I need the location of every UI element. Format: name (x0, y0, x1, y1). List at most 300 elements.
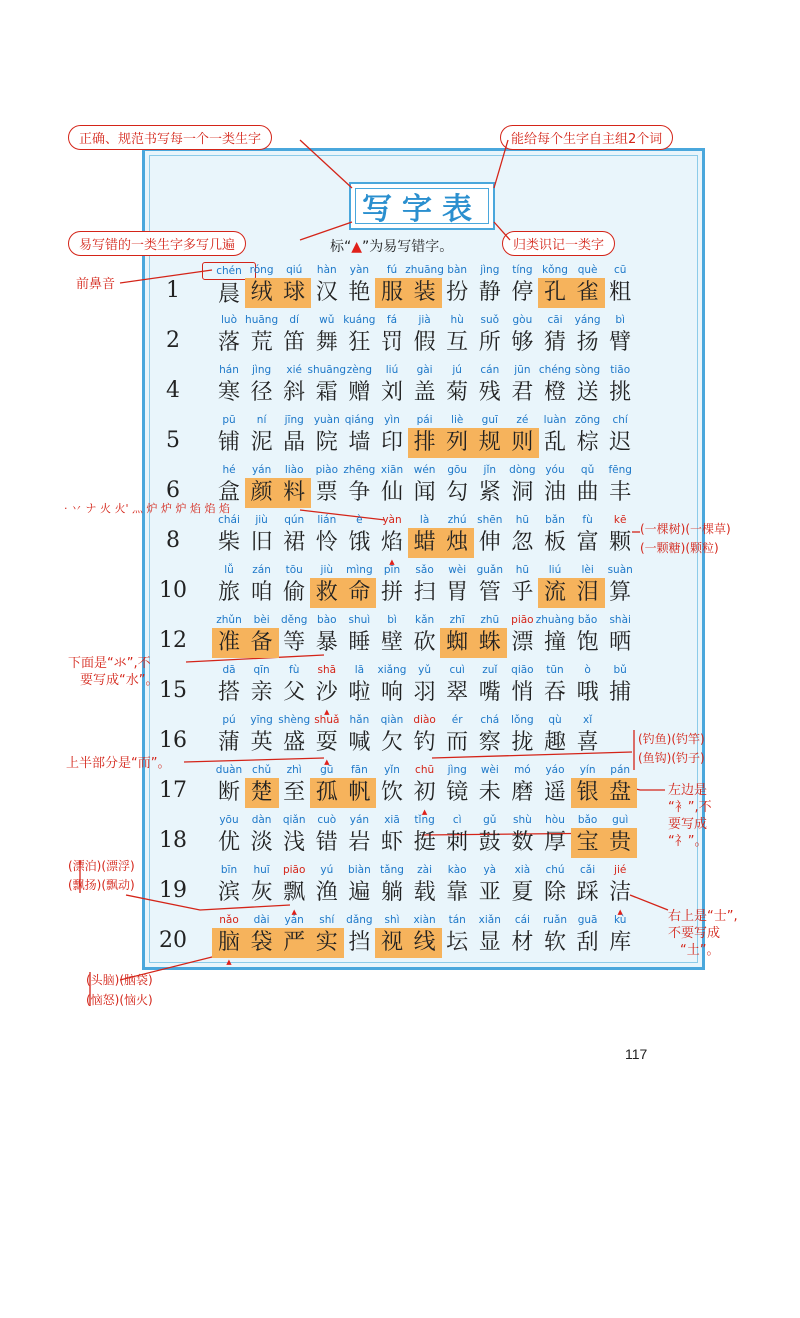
pinyin: biàn (348, 864, 371, 876)
pinyin: chǔ (252, 764, 272, 776)
pinyin: mìng (346, 564, 373, 576)
pinyin: zhú (447, 514, 467, 526)
hanzi: 泪 (571, 578, 605, 608)
hanzi: 烛 (440, 528, 474, 558)
hanzi: 撞 (543, 630, 566, 655)
hanzi: 飘 (283, 880, 306, 905)
pinyin: yìn (384, 414, 400, 426)
character-cell (603, 262, 637, 308)
hanzi: 欠 (380, 730, 403, 755)
pinyin: hù (450, 314, 464, 326)
hanzi (603, 728, 637, 758)
hanzi: 楚 (245, 778, 279, 808)
hanzi: 颗 (609, 530, 632, 555)
pinyin: bǎo (577, 814, 598, 826)
page-number: 117 (625, 1046, 648, 1062)
hanzi: 父 (283, 680, 306, 705)
hanzi: 躺 (380, 880, 403, 905)
hanzi: 则 (505, 428, 539, 458)
hanzi: 救 (310, 578, 344, 608)
pinyin: kǎn (415, 614, 435, 626)
hanzi: 袋 (245, 928, 279, 958)
lesson-number: 1 (166, 278, 180, 303)
annotation-piao-2: (飘扬)(飘动) (68, 878, 135, 892)
annotation-piao-1: (漂泊)(漂浮) (68, 859, 135, 873)
pinyin: qǔ (580, 464, 595, 476)
character-cell (603, 312, 637, 358)
pinyin: hū (515, 514, 530, 526)
pinyin: yín (579, 764, 596, 776)
hanzi: 视 (375, 928, 409, 958)
hanzi: 送 (576, 380, 599, 405)
lesson-number: 18 (159, 828, 187, 853)
hanzi: 寒 (217, 380, 240, 405)
annotation-shui-2: 要写成“水”。 (80, 673, 159, 688)
hanzi: 雀 (571, 278, 605, 308)
lesson-number: 5 (166, 428, 180, 453)
table-row (155, 862, 635, 916)
hanzi: 落 (217, 330, 240, 355)
pinyin: zài (417, 864, 433, 876)
pinyin: chí (612, 414, 628, 426)
warning-triangle-icon: ▲ (324, 758, 330, 766)
hanzi: 霜 (315, 380, 338, 405)
pinyin: luò (221, 314, 237, 326)
pinyin: hàn (316, 264, 337, 276)
pinyin: gǔ (483, 814, 497, 826)
pinyin: lā (354, 664, 365, 676)
hanzi: 浅 (283, 830, 306, 855)
hanzi: 猜 (543, 330, 566, 355)
pinyin: shā (317, 664, 337, 676)
hanzi: 富 (576, 530, 599, 555)
pinyin: liè (451, 414, 464, 426)
hanzi: 磨 (511, 780, 534, 805)
pinyin: chū (415, 764, 435, 776)
pinyin: zèng (346, 364, 373, 376)
hanzi: 艳 (348, 280, 371, 305)
pinyin: guì (612, 814, 629, 826)
pinyin: wèi (480, 764, 499, 776)
hanzi: 汉 (315, 280, 338, 305)
pinyin: qiǎn (282, 814, 306, 826)
lesson-number: 6 (166, 478, 180, 503)
pinyin: shuāng (307, 364, 347, 376)
hanzi: 洁 (609, 880, 632, 905)
annotation-jie-1: 右上是“士”, (668, 909, 738, 924)
hanzi: 钓 (413, 730, 436, 755)
pinyin: guǎn (476, 564, 503, 576)
pinyin: cāi (547, 314, 563, 326)
table-row (155, 612, 635, 662)
pinyin: dài (253, 914, 270, 926)
pinyin: zhēng (343, 464, 376, 476)
hanzi: 互 (446, 330, 469, 355)
hanzi: 刮 (576, 930, 599, 955)
hanzi: 壁 (380, 630, 403, 655)
hanzi: 备 (245, 628, 279, 658)
lesson-number: 17 (159, 778, 187, 803)
pinyin: bīn (220, 864, 238, 876)
hanzi: 残 (478, 380, 501, 405)
hanzi: 菊 (446, 380, 469, 405)
hanzi: 实 (310, 928, 344, 958)
hanzi: 夏 (511, 880, 534, 905)
annotation-shui-1: 下面是“氺”,不 (68, 656, 151, 671)
hanzi: 仙 (380, 480, 403, 505)
hanzi: 挡 (348, 930, 371, 955)
hanzi: 乎 (511, 580, 534, 605)
pinyin: liú (385, 364, 399, 376)
pinyin: è (356, 514, 363, 526)
hanzi: 服 (375, 278, 409, 308)
hanzi: 胃 (446, 580, 469, 605)
hanzi: 晒 (609, 630, 632, 655)
pinyin: hòu (545, 814, 565, 826)
line-top-right (494, 140, 508, 188)
pinyin: zhū (480, 614, 500, 626)
hanzi: 盛 (283, 730, 306, 755)
pinyin: shēn (477, 514, 503, 526)
hanzi: 数 (511, 830, 534, 855)
pinyin: bàn (447, 264, 468, 276)
pinyin: gài (416, 364, 433, 376)
pinyin: qiàn (380, 714, 404, 726)
pinyin: luàn (543, 414, 567, 426)
pinyin: shài (609, 614, 631, 626)
hanzi: 断 (217, 780, 240, 805)
hanzi: 软 (543, 930, 566, 955)
pinyin: gòu (512, 314, 533, 326)
hanzi: 焰 (380, 530, 403, 555)
hanzi: 线 (408, 928, 442, 958)
hanzi: 蒲 (217, 730, 240, 755)
hanzi: 争 (348, 480, 371, 505)
hanzi: 睡 (348, 630, 371, 655)
pinyin: zhī (449, 614, 465, 626)
pinyin: dǎng (346, 914, 373, 926)
hanzi: 裙 (283, 530, 306, 555)
hanzi: 踩 (576, 880, 599, 905)
hanzi: 亲 (250, 680, 273, 705)
hanzi: 沙 (315, 680, 338, 705)
table-row (155, 562, 635, 612)
pinyin: qiú (286, 264, 303, 276)
hanzi: 假 (413, 330, 436, 355)
lesson-number: 15 (159, 678, 187, 703)
hanzi: 停 (511, 280, 534, 305)
hanzi: 暴 (315, 630, 338, 655)
pinyin: chéng (538, 364, 572, 376)
hanzi: 羽 (413, 680, 436, 705)
pinyin: kǒng (542, 264, 568, 276)
hanzi: 盘 (603, 778, 637, 808)
line-mid-left (300, 222, 352, 240)
hanzi: 罚 (380, 330, 403, 355)
table-row (155, 912, 635, 966)
pinyin: tán (448, 914, 466, 926)
hanzi: 除 (543, 880, 566, 905)
pinyin: ér (451, 714, 463, 726)
hanzi: 闻 (413, 480, 436, 505)
hanzi: 装 (408, 278, 442, 308)
pinyin: gōu (447, 464, 468, 476)
pinyin: róng (249, 264, 274, 276)
legend-prefix: 标“ (330, 239, 352, 255)
pinyin: shí (319, 914, 335, 926)
hanzi: 饱 (576, 630, 599, 655)
annotation-qianbiyin: 前鼻音 (76, 277, 116, 292)
pinyin: jūn (514, 364, 531, 376)
hanzi: 斜 (283, 380, 306, 405)
hanzi: 晨 (217, 282, 240, 307)
lesson-number: 2 (166, 328, 180, 353)
pinyin: qīn (253, 664, 270, 676)
hanzi: 趣 (543, 730, 566, 755)
hanzi: 等 (283, 630, 306, 655)
hanzi: 贵 (603, 828, 637, 858)
hanzi: 淡 (250, 830, 273, 855)
pinyin: yōu (219, 814, 239, 826)
hanzi: 板 (543, 530, 566, 555)
pinyin: jìng (252, 364, 272, 376)
pinyin: kuáng (343, 314, 376, 326)
pinyin: mó (514, 764, 531, 776)
pinyin: ruǎn (542, 914, 568, 926)
pinyin: shì (384, 914, 400, 926)
pinyin: bǎn (545, 514, 565, 526)
hanzi: 啦 (348, 680, 371, 705)
pinyin: tǐng (414, 814, 435, 826)
hanzi: 赠 (348, 380, 371, 405)
pinyin: yóu (545, 464, 565, 476)
pinyin: chái (218, 514, 240, 526)
annotation-er: 上半部分是“而”。 (66, 756, 171, 771)
pinyin: kù (613, 914, 627, 926)
table-row (155, 262, 635, 312)
hanzi: 勾 (446, 480, 469, 505)
hanzi: 喜 (576, 730, 599, 755)
pinyin: chén (202, 262, 256, 280)
hanzi: 规 (473, 428, 507, 458)
pinyin: dí (289, 314, 299, 326)
pinyin: yáo (545, 764, 565, 776)
hanzi: 厚 (543, 830, 566, 855)
pinyin: huī (253, 864, 270, 876)
hanzi: 库 (609, 930, 632, 955)
warning-triangle-icon: ▲ (226, 958, 232, 966)
hanzi: 排 (408, 428, 442, 458)
pinyin: bào (317, 614, 337, 626)
lesson-number: 16 (159, 728, 187, 753)
lesson-number: 19 (159, 878, 187, 903)
hanzi: 初 (413, 780, 436, 805)
annotation-diao-1: (钓鱼)(钓竿) (638, 732, 705, 746)
pinyin: yǔ (418, 664, 432, 676)
table-row (155, 412, 635, 462)
table-row (155, 462, 635, 512)
warning-triangle-icon: ▲ (291, 908, 297, 916)
pinyin: pán (610, 764, 631, 776)
pinyin: zhuàng (535, 614, 575, 626)
pinyin: xǐ (583, 714, 593, 726)
line-mid-right (494, 222, 510, 240)
pinyin: guā (577, 914, 598, 926)
pinyin: shuì (348, 614, 371, 626)
pinyin: bèi (253, 614, 270, 626)
hanzi: 静 (478, 280, 501, 305)
table-row (155, 662, 635, 716)
pinyin: dàn (251, 814, 272, 826)
pinyin: pú (222, 714, 236, 726)
hanzi: 岩 (348, 830, 371, 855)
pinyin: wén (413, 464, 436, 476)
hanzi: 准 (212, 628, 246, 658)
pinyin: tǎng (380, 864, 404, 876)
pinyin: xià (514, 864, 531, 876)
hanzi: 察 (478, 730, 501, 755)
annotation-yi-3: 要写成 (668, 817, 708, 832)
annotation-jie-3: “土”。 (680, 943, 720, 958)
character-cell (603, 612, 637, 658)
pinyin: pīn (383, 564, 401, 576)
pinyin: cán (480, 364, 500, 376)
annotation-yi-4: “礻”。 (668, 834, 708, 849)
pinyin: wǔ (319, 314, 335, 326)
warning-triangle-icon: ▲ (351, 239, 363, 255)
character-cell (603, 912, 637, 958)
pinyin: suǒ (480, 314, 500, 326)
hanzi: 拢 (511, 730, 534, 755)
pinyin: xié (286, 364, 302, 376)
pinyin: gū (320, 764, 334, 776)
hanzi: 所 (478, 330, 501, 355)
pinyin: lèi (581, 564, 594, 576)
pinyin: bì (615, 314, 625, 326)
table-row (155, 762, 635, 816)
pinyin: diào (413, 714, 436, 726)
character-cell (603, 762, 637, 808)
pinyin: tiāo (610, 364, 631, 376)
pinyin: qiáng (344, 414, 375, 426)
pinyin: sǎo (415, 564, 434, 576)
line-top-left (300, 140, 352, 188)
pinyin: qù (548, 714, 562, 726)
hanzi: 嘴 (478, 680, 501, 705)
pinyin: ní (256, 414, 267, 426)
hanzi: 咱 (250, 580, 273, 605)
hanzi: 票 (315, 480, 338, 505)
pinyin: yǐn (384, 764, 400, 776)
pinyin: liào (284, 464, 304, 476)
pinyin: yīng (250, 714, 273, 726)
hanzi: 优 (217, 830, 240, 855)
pinyin: fēng (608, 464, 632, 476)
pinyin: hé (222, 464, 236, 476)
pinyin: jīng (284, 414, 304, 426)
hanzi: 饿 (348, 530, 371, 555)
pinyin: là (419, 514, 430, 526)
pinyin: qiāo (511, 664, 534, 676)
hanzi: 怜 (315, 530, 338, 555)
pinyin: tíng (512, 264, 533, 276)
character-cell (603, 562, 637, 608)
pinyin: bǔ (613, 664, 627, 676)
pinyin: chú (545, 864, 565, 876)
pinyin: huāng (245, 314, 279, 326)
pinyin: shuǎ (314, 714, 340, 726)
pinyin: xiàn (413, 914, 436, 926)
pinyin: zhǔn (216, 614, 242, 626)
hanzi: 耍 (315, 730, 338, 755)
hanzi: 镜 (446, 780, 469, 805)
pinyin: cuì (449, 664, 465, 676)
pinyin: dòng (509, 464, 536, 476)
pinyin: yán (251, 464, 272, 476)
pinyin: lǚ (224, 564, 234, 576)
hanzi: 银 (571, 778, 605, 808)
hanzi: 印 (380, 430, 403, 455)
hanzi: 渔 (315, 880, 338, 905)
hanzi: 吞 (543, 680, 566, 705)
hanzi: 翠 (446, 680, 469, 705)
hanzi: 搭 (217, 680, 240, 705)
table-row (155, 512, 635, 566)
pinyin: zhì (286, 764, 302, 776)
hanzi: 扮 (446, 280, 469, 305)
pinyin: pái (416, 414, 433, 426)
pinyin: dā (222, 664, 236, 676)
pinyin: què (577, 264, 598, 276)
hanzi: 坛 (446, 930, 469, 955)
hanzi: 脑 (212, 928, 246, 958)
pinyin: jú (452, 364, 462, 376)
pinyin: piào (315, 464, 339, 476)
hanzi: 灰 (250, 880, 273, 905)
lesson-number: 12 (159, 628, 187, 653)
hanzi: 紧 (478, 480, 501, 505)
pinyin: kē (613, 514, 627, 526)
hanzi: 忽 (511, 530, 534, 555)
hanzi: 刺 (446, 830, 469, 855)
pinyin: zuǐ (482, 664, 498, 676)
hanzi: 扬 (576, 330, 599, 355)
hanzi: 球 (277, 278, 311, 308)
annotation-diao-2: (鱼钩)(钓子) (638, 751, 705, 765)
hanzi: 够 (511, 330, 534, 355)
hanzi: 孤 (310, 778, 344, 808)
character-cell (603, 462, 637, 508)
hanzi: 帆 (342, 778, 376, 808)
pinyin: děng (280, 614, 308, 626)
hanzi: 盒 (217, 480, 240, 505)
annotation-ke-2: (一颗糖)(颗粒) (640, 541, 719, 555)
pinyin: jiù (320, 564, 334, 576)
character-cell (603, 662, 637, 708)
pinyin: xiǎng (377, 664, 407, 676)
hanzi: 孔 (538, 278, 572, 308)
hanzi: 蛛 (473, 628, 507, 658)
hanzi: 虾 (380, 830, 403, 855)
character-cell (603, 362, 637, 408)
pinyin: cì (452, 814, 462, 826)
hanzi: 命 (342, 578, 376, 608)
pinyin: kào (447, 864, 467, 876)
annotation-top-left: 正确、规范书写每一个一类生字 (68, 125, 272, 150)
pinyin: zhuāng (405, 264, 444, 276)
hanzi: 绒 (245, 278, 279, 308)
hanzi: 管 (478, 580, 501, 605)
